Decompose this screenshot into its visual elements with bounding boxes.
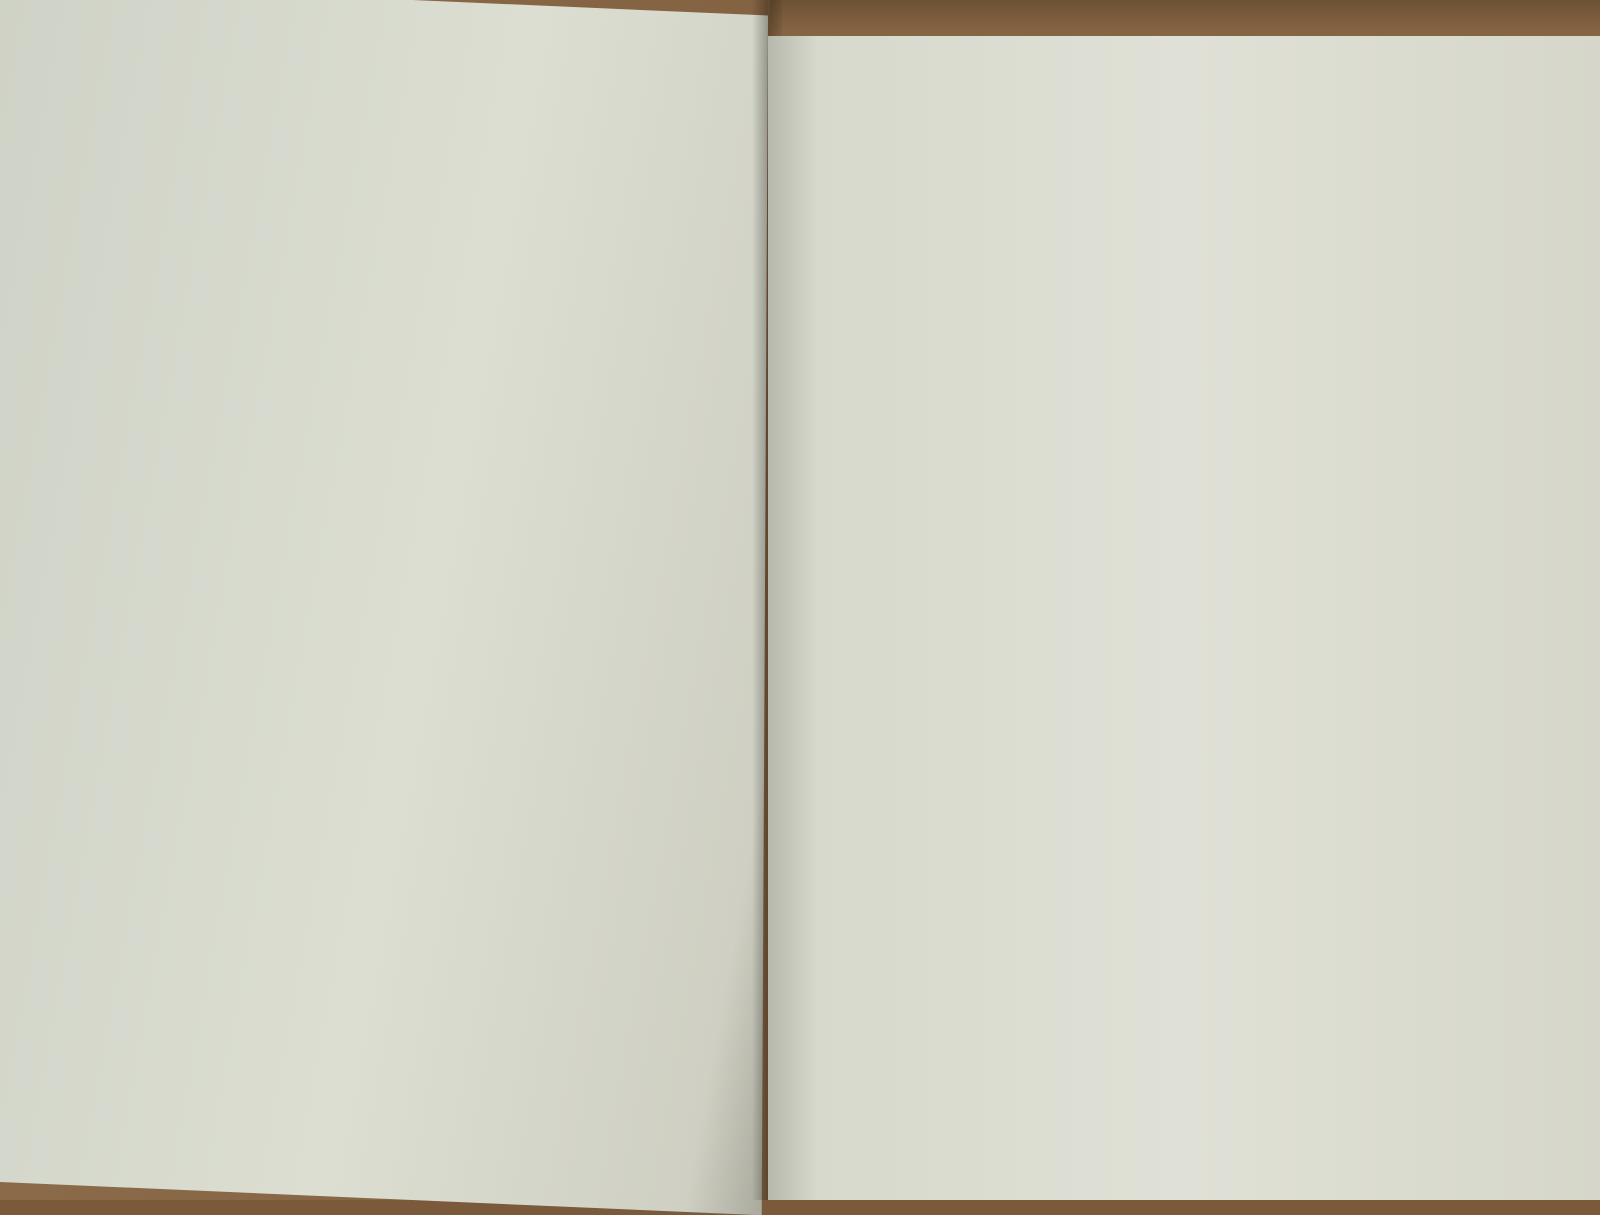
page-edge bbox=[770, 0, 1600, 40]
left-page bbox=[0, 0, 768, 1215]
right-page bbox=[768, 36, 1600, 1200]
